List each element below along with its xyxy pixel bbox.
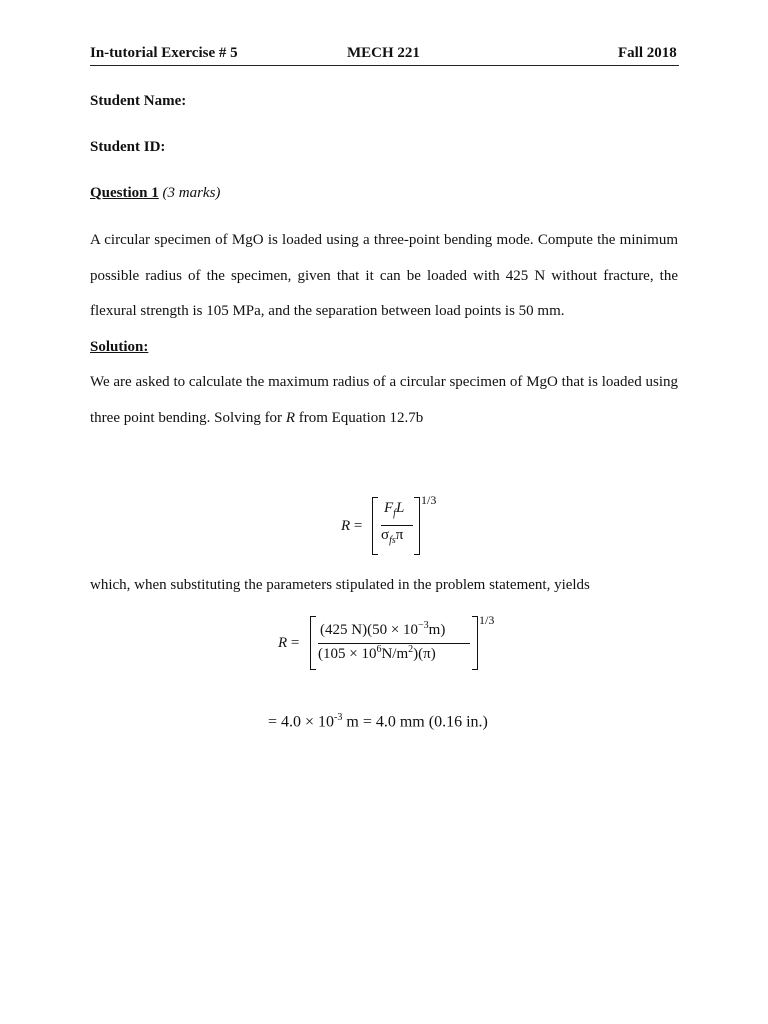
student-name-label: Student Name:: [90, 93, 187, 109]
eq2-numerator: [320, 620, 445, 639]
eq2-num-b: m): [428, 622, 446, 638]
eq2-bracket: [310, 616, 478, 668]
solution-intro-a: We are asked to calculate the maximum radius of a circular specimen of MgO that is loaded using three point bending. Solving for: [90, 374, 678, 426]
substitution-text: which, when substituting the parameters stipulated in the problem statement, yields: [90, 577, 590, 593]
eq1-denominator: [381, 527, 403, 546]
header-left: In-tutorial Exercise # 5: [90, 45, 238, 61]
eq1-F: F: [384, 500, 394, 516]
question-text: A circular specimen of MgO is loaded using a three-point bending mode. Compute the minimum possible radius of the specimen, given that it can be loaded with 425 N without fracture, the flexural strength is 105 MPa, and the separation between load points is 50 mm.: [90, 232, 678, 319]
eq1-lhs: R =: [341, 518, 363, 534]
eq1-lhs-var: R: [341, 518, 351, 534]
eq1-sigma: σ: [381, 527, 390, 543]
eq2-den-c: )(π): [413, 646, 436, 662]
result-line: [268, 712, 488, 731]
solution-intro-var: R: [285, 409, 295, 426]
eq1-numerator: [384, 500, 404, 519]
header-term: Fall 2018: [618, 45, 677, 61]
eq2-denominator: [318, 644, 436, 663]
eq1-pi: π: [395, 527, 404, 543]
eq2-den-exp2: 2: [408, 644, 414, 655]
solution-intro: [90, 365, 678, 436]
solution-label: Solution:: [90, 339, 149, 355]
eq2-den-b: N/m: [381, 646, 409, 662]
eq1-F-sub: f: [393, 508, 396, 519]
result-exp: -3: [334, 712, 343, 723]
header-rule: [90, 65, 679, 66]
result-a: = 4.0 × 10: [268, 713, 335, 731]
eq1-L: L: [395, 500, 405, 516]
student-id-label: Student ID:: [90, 139, 166, 155]
eq2-exponent: 1/3: [479, 613, 495, 627]
question-heading: [90, 185, 220, 202]
eq1-exponent: 1/3: [421, 493, 437, 507]
eq2-num-exp: −3: [418, 620, 429, 631]
eq2-num-a: (425 N)(50 × 10: [320, 622, 419, 638]
eq1-bracket: [372, 497, 420, 553]
result-b: m = 4.0 mm (0.16 in.): [342, 713, 488, 731]
question-title: Question 1: [90, 185, 159, 201]
eq2-lhs-var: R: [278, 635, 288, 651]
question-marks: (3 marks): [162, 185, 221, 201]
header-course: MECH 221: [347, 45, 420, 61]
eq1-sigma-sub: fs: [389, 535, 396, 546]
eq2-lhs: R =: [278, 635, 300, 651]
solution-intro-b: from Equation 12.7b: [294, 409, 424, 426]
eq2-den-exp: 6: [376, 644, 382, 655]
eq2-den-a: (105 × 10: [318, 646, 377, 662]
